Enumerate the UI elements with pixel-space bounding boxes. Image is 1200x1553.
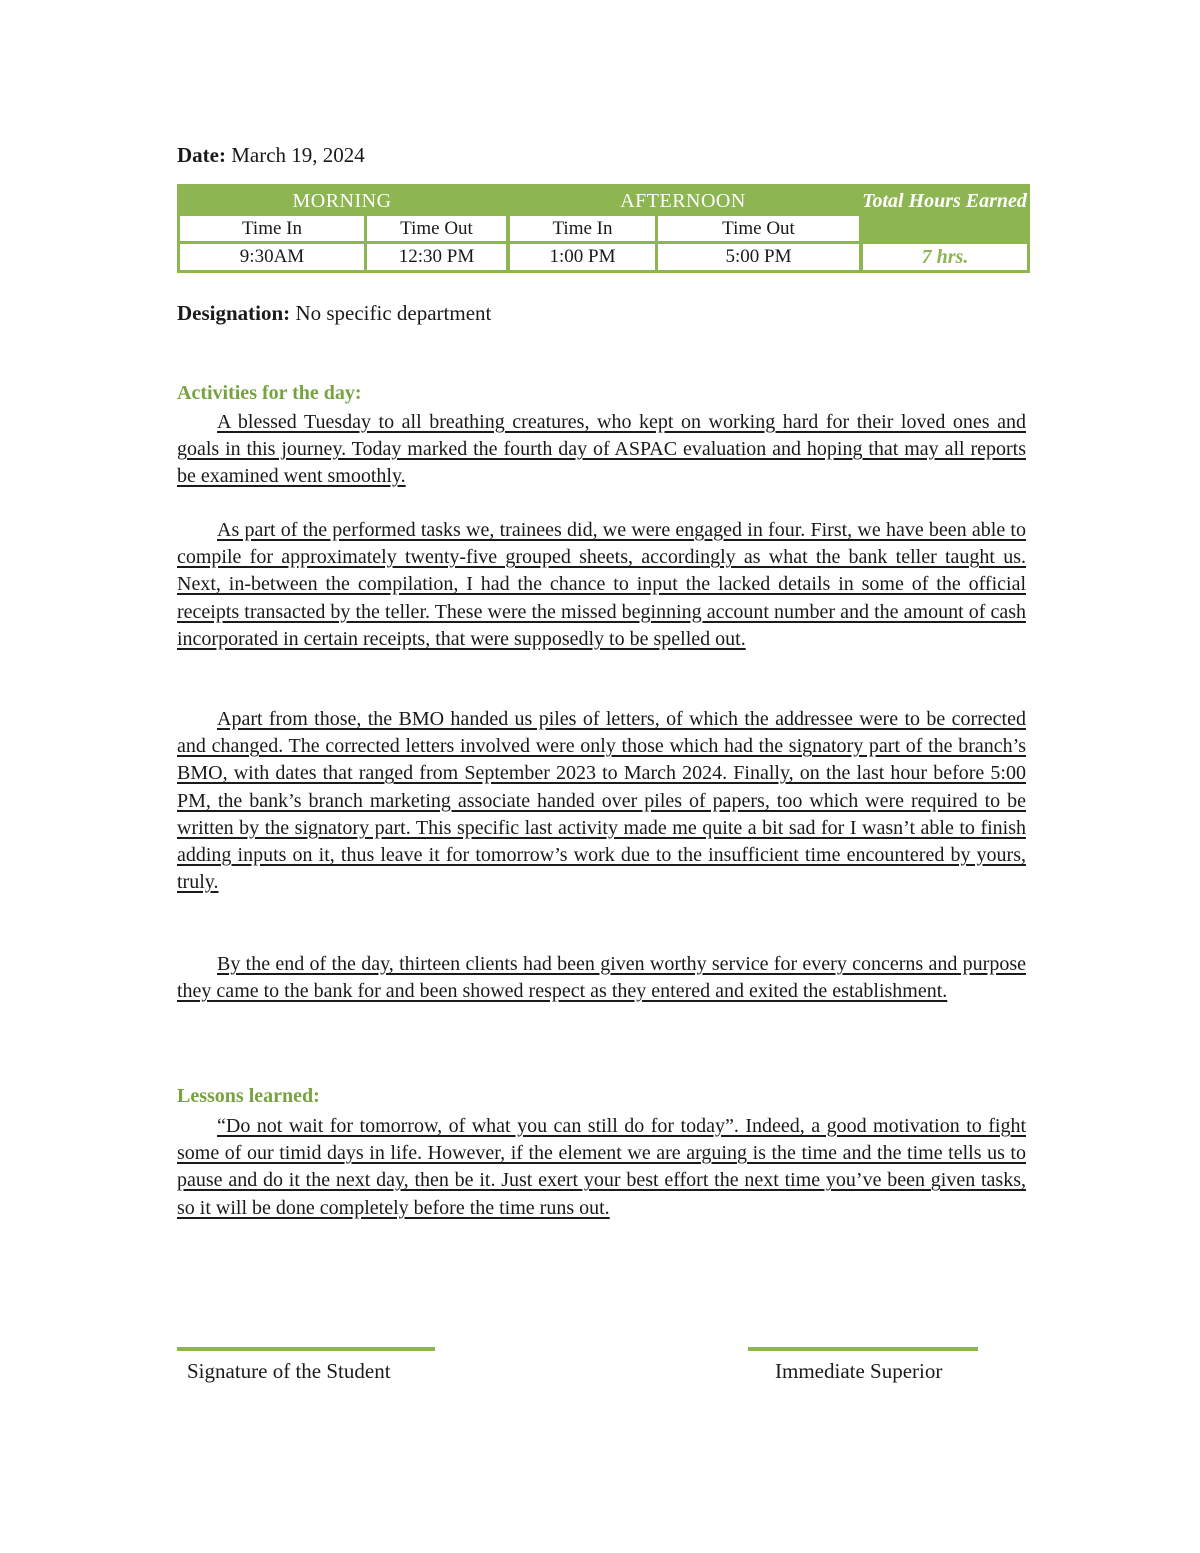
total-hours-header: Total Hours Earned [862, 190, 1027, 212]
superior-signature-label: Immediate Superior [775, 1359, 943, 1383]
activities-title: Activities for the day: [177, 382, 362, 404]
activities-paragraph-2: As part of the performed tasks we, trainees did, we were engaged in four. First, we have been able to compile for approximately twenty-five grouped sheets, accordingly as what the bank teller taught us. Next, in-between the compilation, I had the chance to input the lacked details in some of the official receipts transacted by the teller. These were the missed beginning account number and the amount of cash incorporated in certain receipts, that were supposedly to be spelled out. [177, 519, 1026, 650]
afternoon-header: AFTERNOON [620, 190, 746, 212]
activities-paragraph-1: A blessed Tuesday to all breathing creatures, who kept on working hard for their loved ones and goals in this journey. Today marked the fourth day of ASPAC evaluation and hoping that may all reports be examined went smoothly. [177, 411, 1026, 488]
afternoon-time-in-value: 1:00 PM [510, 244, 655, 270]
date-line [177, 143, 365, 168]
student-signature-label: Signature of the Student [187, 1359, 391, 1383]
morning-time-out-value: 12:30 PM [367, 244, 506, 270]
date-value: March 19, 2024 [231, 143, 365, 167]
morning-header: MORNING [292, 190, 392, 212]
lessons-paragraph: “Do not wait for tomorrow, of what you can still do for today”. Indeed, a good motivation to fight some of our timid days in life. However, if the element we are arguing is the time and the time tells us to pause and do it the next day, then be it. Just exert your best effort the next time you’ve been given tasks, so it will be done completely before the time runs out. [177, 1115, 1026, 1219]
activities-paragraph-3: Apart from those, the BMO handed us piles of letters, of which the addressee were to be corrected and changed. The corrected letters involved were only those which had the signatory part of the branch’s BMO, with dates that ranged from September 2023 to March 2024. Finally, on the last hour before 5:00 PM, the bank’s branch marketing associate handed over piles of papers, too which were required to be written by the signatory part. This specific last activity made me quite a bit sad for I wasn’t able to finish adding inputs on it, thus leave it for tomorrow’s work due to the insufficient time encountered by yours, truly. [177, 708, 1026, 894]
superior-signature-line [748, 1347, 978, 1351]
afternoon-time-out-label: Time Out [658, 216, 859, 241]
afternoon-time-in-label: Time In [510, 216, 655, 241]
designation-value: No specific department [295, 301, 492, 325]
attendance-table [177, 184, 1030, 273]
date-label: Date: [177, 143, 226, 167]
morning-time-out-label: Time Out [367, 216, 506, 241]
activities-paragraph-4: By the end of the day, thirteen clients had been given worthy service for every concerns and purpose they came to the bank for and been showed respect as they entered and exited the establishment. [177, 953, 1026, 1003]
designation-label: Designation: [177, 301, 291, 325]
morning-time-in-value: 9:30AM [180, 244, 364, 270]
morning-time-in-label: Time In [180, 216, 364, 241]
designation-line [177, 301, 491, 326]
lessons-title: Lessons learned: [177, 1085, 320, 1107]
afternoon-time-out-value: 5:00 PM [658, 244, 859, 270]
total-hours-value: 7 hrs. [863, 244, 1027, 270]
student-signature-line [177, 1347, 435, 1351]
